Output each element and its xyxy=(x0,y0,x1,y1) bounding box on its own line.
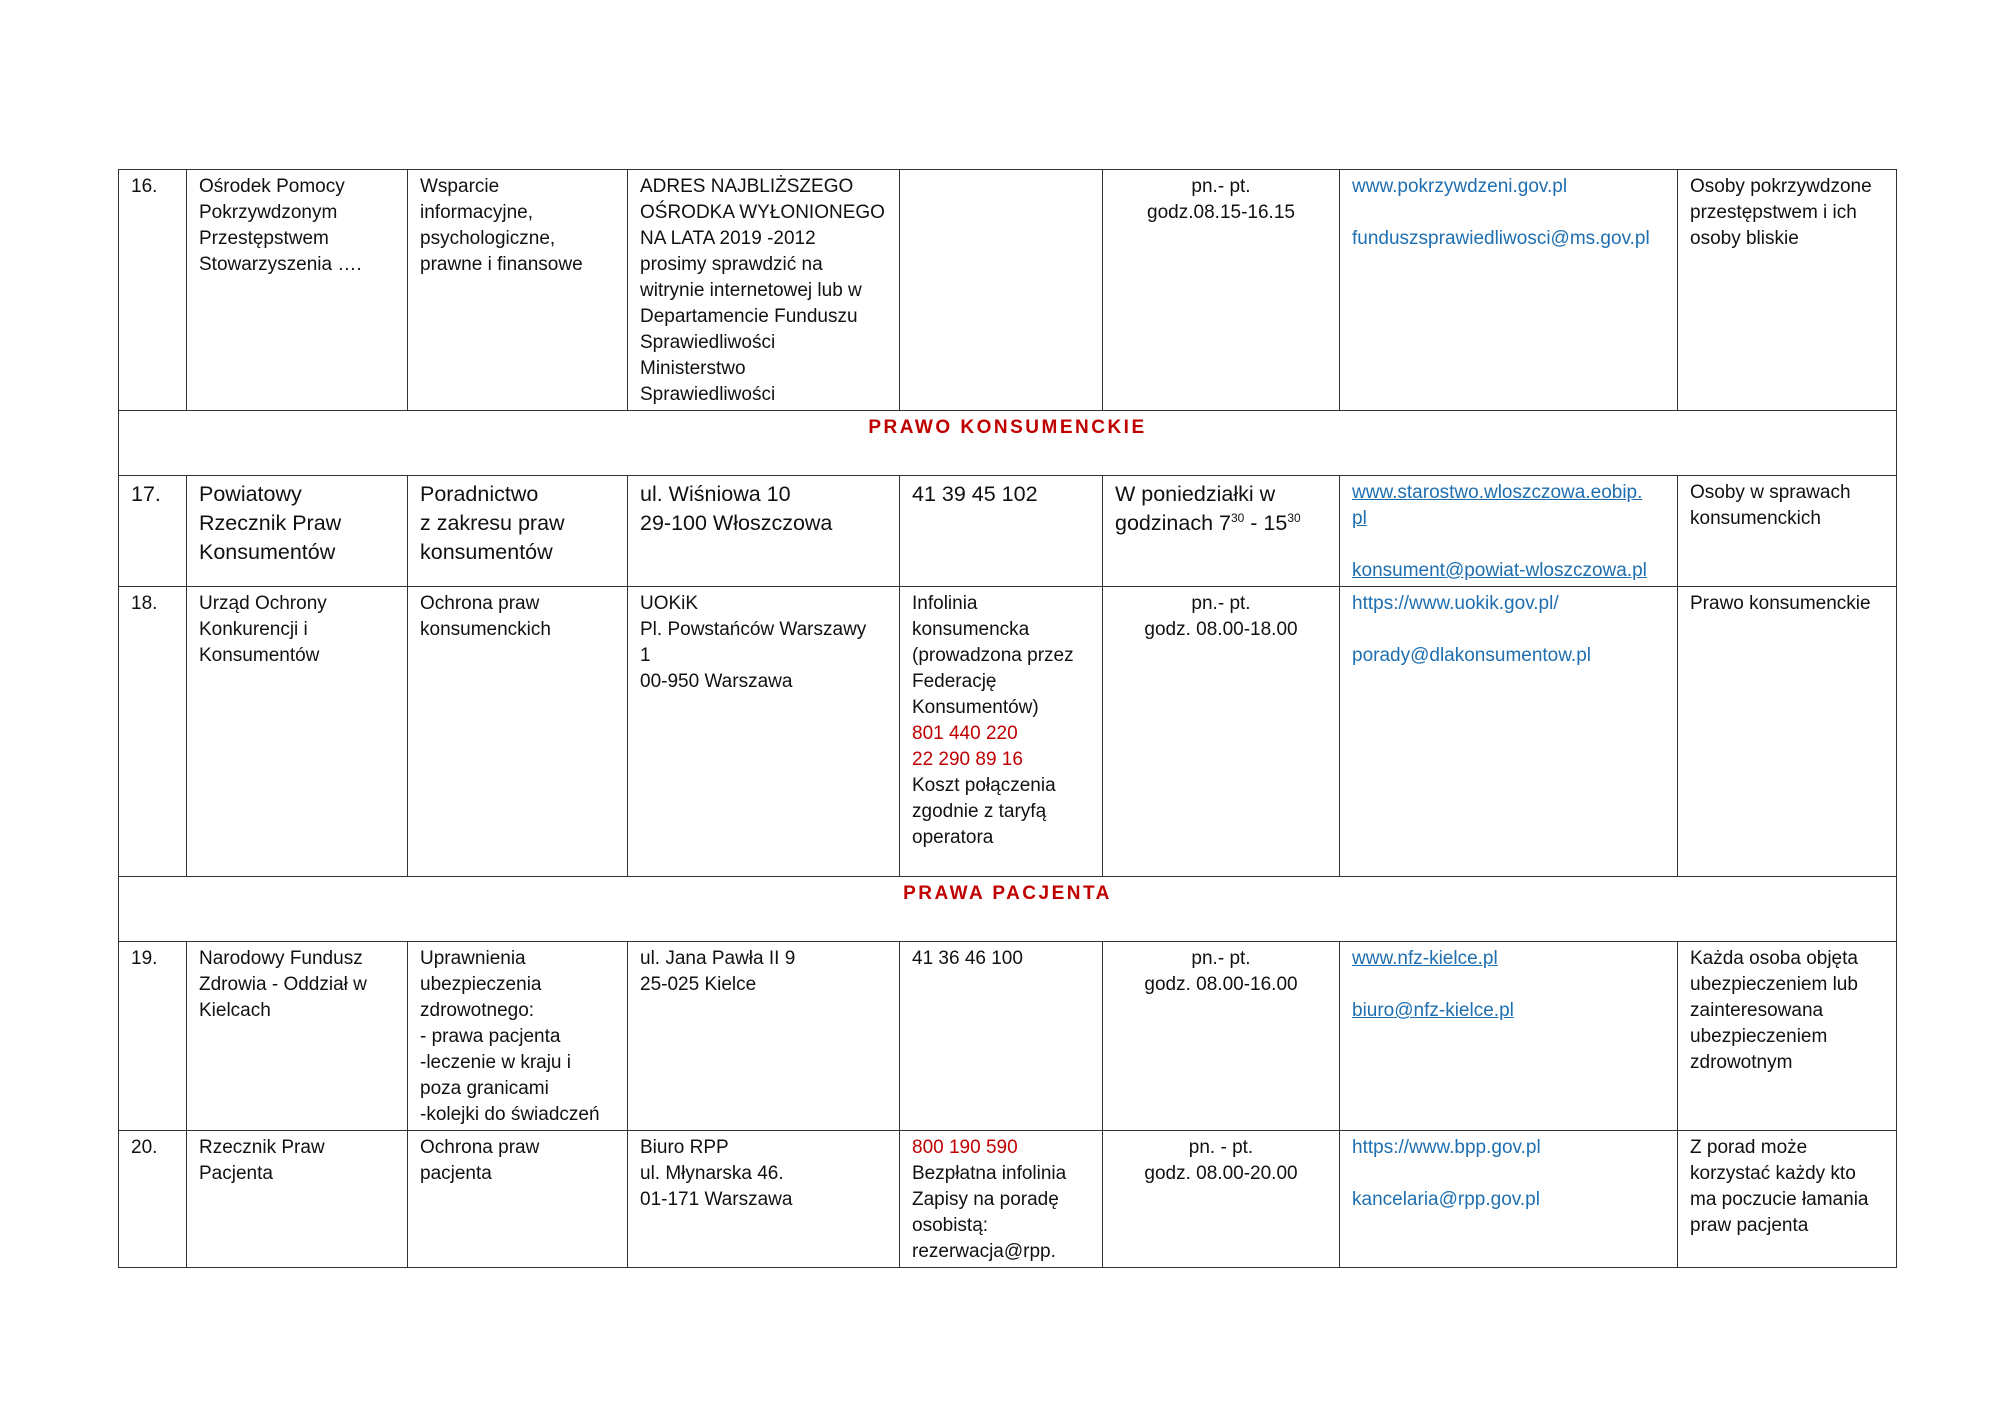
institutions-table xyxy=(118,169,1897,1268)
phone: 41 36 46 100 xyxy=(900,942,1103,1131)
target-group: Osoby pokrzywdzone przestępstwem i ich osoby bliskie xyxy=(1678,170,1897,411)
website-link[interactable]: https://www.uokik.gov.pl/ xyxy=(1352,593,1559,614)
institution-name: Narodowy Fundusz Zdrowia - Oddział w Kielcach xyxy=(187,942,408,1131)
address: ul. Wiśniowa 10 29-100 Włoszczowa xyxy=(628,476,900,587)
row-number: 19. xyxy=(119,942,187,1131)
hotline-number: 801 440 220 xyxy=(912,723,1018,744)
opening-hours: pn. - pt. godz. 08.00-20.00 xyxy=(1103,1131,1340,1268)
section-row xyxy=(119,877,1897,942)
email-link[interactable]: biuro@nfz-kielce.pl xyxy=(1352,1000,1514,1021)
institution-name: Urząd Ochrony Konkurencji i Konsumentów xyxy=(187,587,408,877)
target-group: Osoby w sprawach konsumenckich xyxy=(1678,476,1897,587)
hotline-number: 800 190 590 xyxy=(912,1137,1018,1158)
institution-name: Rzecznik Praw Pacjenta xyxy=(187,1131,408,1268)
address: ul. Jana Pawła II 9 25-025 Kielce xyxy=(628,942,900,1131)
support-scope: Uprawnienia ubezpieczenia zdrowotnego: - prawa pacjenta -leczenie w kraju i poza granicami -kolejki do świadczeń xyxy=(408,942,628,1131)
contact-web xyxy=(1340,587,1678,877)
email-link[interactable]: porady@dlakonsumentow.pl xyxy=(1352,645,1591,666)
table-row xyxy=(119,170,1897,411)
phone xyxy=(900,170,1103,411)
target-group: Z porad może korzystać każdy kto ma poczucie łamania praw pacjenta xyxy=(1678,1131,1897,1268)
row-number: 20. xyxy=(119,1131,187,1268)
support-scope: Ochrona praw konsumenckich xyxy=(408,587,628,877)
row-number: 16. xyxy=(119,170,187,411)
table-row xyxy=(119,1131,1897,1268)
email-link[interactable]: kancelaria@rpp.gov.pl xyxy=(1352,1189,1540,1210)
table-row xyxy=(119,942,1897,1131)
phone: Infolinia konsumencka (prowadzona przez Federację Konsumentów) 801 440 220 22 290 89 16 Koszt połączenia zgodnie z taryfą operatora xyxy=(900,587,1103,877)
contact-web xyxy=(1340,942,1678,1131)
website-link[interactable]: www.pokrzywdzeni.gov.pl xyxy=(1352,176,1568,197)
contact-web xyxy=(1340,476,1678,587)
phone: 41 39 45 102 xyxy=(900,476,1103,587)
target-group: Prawo konsumenckie xyxy=(1678,587,1897,877)
institution-name: Powiatowy Rzecznik Praw Konsumentów xyxy=(187,476,408,587)
institution-name: Ośrodek Pomocy Pokrzywdzonym Przestępstwem Stowarzyszenia …. xyxy=(187,170,408,411)
support-scope: Poradnictwo z zakresu praw konsumentów xyxy=(408,476,628,587)
address: UOKiK Pl. Powstańców Warszawy 1 00-950 Warszawa xyxy=(628,587,900,877)
phone: 800 190 590 Bezpłatna infolinia Zapisy na poradę osobistą: rezerwacja@rpp. xyxy=(900,1131,1103,1268)
section-heading-consumer: PRAWO KONSUMENCKIE xyxy=(119,411,1897,476)
email-link[interactable]: konsument@powiat-wloszczowa.pl xyxy=(1352,560,1647,581)
table-row xyxy=(119,476,1897,587)
row-number: 18. xyxy=(119,587,187,877)
section-heading-patient: PRAWA PACJENTA xyxy=(119,877,1897,942)
address: Biuro RPP ul. Młynarska 46. 01-171 Warszawa xyxy=(628,1131,900,1268)
opening-hours: pn.- pt. godz. 08.00-16.00 xyxy=(1103,942,1340,1131)
website-link[interactable]: www.nfz-kielce.pl xyxy=(1352,948,1498,969)
target-group: Każda osoba objęta ubezpieczeniem lub zainteresowana ubezpieczeniem zdrowotnym xyxy=(1678,942,1897,1131)
opening-hours: pn.- pt. godz.08.15-16.15 xyxy=(1103,170,1340,411)
support-scope: Ochrona praw pacjenta xyxy=(408,1131,628,1268)
address: ADRES NAJBLIŻSZEGO OŚRODKA WYŁONIONEGO NA LATA 2019 -2012 prosimy sprawdzić na witrynie internetowej lub w Departamencie Funduszu Sprawiedliwości Ministerstwo Sprawiedliwości xyxy=(628,170,900,411)
opening-hours: pn.- pt. godz. 08.00-18.00 xyxy=(1103,587,1340,877)
section-row xyxy=(119,411,1897,476)
contact-web xyxy=(1340,1131,1678,1268)
website-link[interactable]: www.starostwo.wloszczowa.eobip. pl xyxy=(1352,482,1643,529)
row-number: 17. xyxy=(119,476,187,587)
contact-web xyxy=(1340,170,1678,411)
website-link[interactable]: https://www.bpp.gov.pl xyxy=(1352,1137,1541,1158)
email-link[interactable]: funduszsprawiedliwosci@ms.gov.pl xyxy=(1352,228,1650,249)
support-scope: Wsparcie informacyjne, psychologiczne, prawne i finansowe xyxy=(408,170,628,411)
opening-hours: W poniedziałki w godzinach $7^{30} - 15^{30}$ xyxy=(1103,476,1340,587)
hotline-number: 22 290 89 16 xyxy=(912,749,1023,770)
table-row xyxy=(119,587,1897,877)
